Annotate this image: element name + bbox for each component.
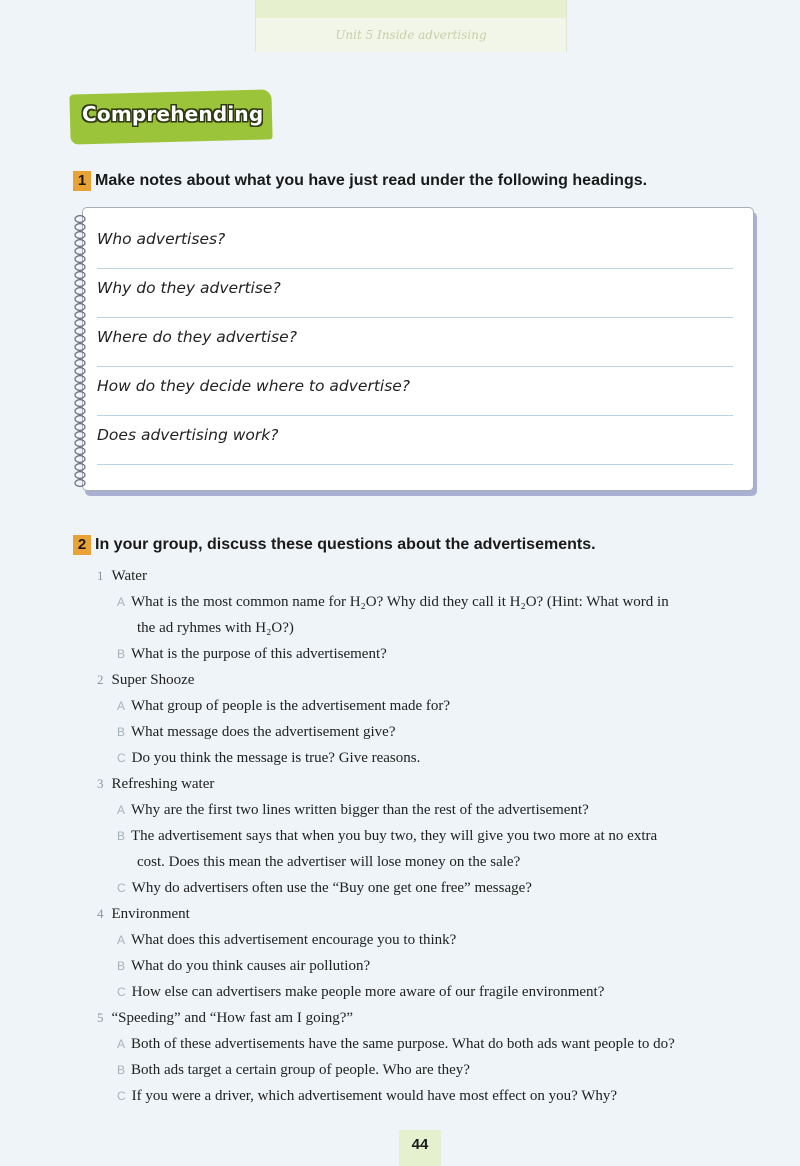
question-line [117,1036,675,1053]
question-line [117,1088,617,1105]
note-row[interactable] [97,426,733,474]
question-label: B [117,829,126,843]
question-line [117,932,456,949]
question-line [137,620,294,637]
question-label: C [117,751,126,765]
question-text: Why do advertisers often use the “Buy one get one free” message? [131,880,532,896]
spiral-coil [75,432,85,439]
spiral-coil [75,472,85,479]
spiral-coil [75,232,85,239]
question-label: B [117,959,126,973]
unit-title: Unit 5 Inside advertising [335,28,487,42]
spiral-coil [75,224,85,231]
group-number: 3 [97,776,104,791]
spiral-coil [75,464,85,471]
question-line [117,958,370,975]
question-group-title [97,568,147,585]
spiral-coil [75,376,85,383]
question-label: A [117,595,126,609]
page-number: 44 [399,1130,441,1166]
note-row[interactable] [97,230,733,278]
question-text: Both ads target a certain group of people. Who are they? [131,1062,470,1078]
question-text: The advertisement says that when you buy two, they will give you two more at no extra [131,828,658,844]
question-text: What do you think causes air pollution? [131,958,371,974]
note-writing-line [97,464,733,465]
question-line [117,828,657,845]
question-line [137,854,520,871]
group-number: 1 [97,568,104,583]
spiral-coil [75,256,85,263]
question-text: What is the purpose of this advertisement? [131,646,387,662]
spiral-coil [75,456,85,463]
spiral-coil [75,480,85,487]
note-row[interactable] [97,328,733,376]
header-tab [255,0,567,52]
spiral-coil [75,328,85,335]
question-label: A [117,1037,126,1051]
question-line [117,646,387,663]
question-label: B [117,1063,126,1077]
question-line [117,880,532,897]
spiral-coil [75,448,85,455]
note-heading: How do they decide where to advertise? [97,377,411,395]
question-text: How else can advertisers make people more aware of our fragile environment? [131,984,605,1000]
question-text: Do you think the message is true? Give reasons. [131,750,421,766]
spiral-binding-icon [72,215,90,490]
note-heading: Who advertises? [97,230,226,248]
note-writing-line [97,366,733,367]
spiral-coil [75,320,85,327]
spiral-coil [75,360,85,367]
question-line [117,594,669,611]
note-writing-line [97,415,733,416]
spiral-coil [75,248,85,255]
task1-heading [73,171,647,191]
spiral-coil [75,344,85,351]
question-group-title [97,906,190,923]
group-number: 4 [97,906,104,921]
question-label: C [117,985,126,999]
group-title: Refreshing water [111,776,215,792]
question-line [117,984,604,1001]
spiral-coil [75,400,85,407]
question-text: What is the most common name for H₂O? Why did they call it H₂O? (Hint: What word in [131,594,669,610]
task1-instruction: Make notes about what you have just read under the following headings. [95,172,648,189]
spiral-coil [75,352,85,359]
question-group-title [97,672,194,689]
question-group-title [97,776,214,793]
spiral-coil [75,336,85,343]
task2-number: 2 [73,535,91,555]
note-heading: Does advertising work? [97,426,279,444]
question-text: cost. Does this mean the advertiser will lose money on the sale? [137,854,521,870]
spiral-coil [75,424,85,431]
task2-instruction: In your group, discuss these questions about the advertisements. [95,536,596,553]
question-line [117,750,420,767]
section-title: Comprehending [82,102,264,126]
question-text: What does this advertisement encourage you to think? [131,932,457,948]
question-line [117,698,450,715]
task2-heading [73,535,596,555]
group-number: 2 [97,672,104,687]
spiral-coil [75,384,85,391]
question-line [117,802,589,819]
question-label: A [117,699,126,713]
spiral-coil [75,240,85,247]
question-line [117,1062,470,1079]
question-text: What group of people is the advertisement made for? [131,698,451,714]
question-label: C [117,881,126,895]
group-title: Super Shooze [111,672,195,688]
header-band [256,0,566,18]
spiral-coil [75,392,85,399]
spiral-coil [75,264,85,271]
question-text: Why are the first two lines written bigger than the rest of the advertisement? [131,802,589,818]
question-text: What message does the advertisement give? [131,724,396,740]
question-text: the ad ryhmes with H₂O?) [137,620,294,636]
note-heading: Why do they advertise? [97,279,281,297]
question-label: A [117,803,126,817]
spiral-coil [75,280,85,287]
note-row[interactable] [97,377,733,425]
spiral-coil [75,416,85,423]
note-writing-line [97,268,733,269]
question-label: A [117,933,126,947]
question-text: If you were a driver, which advertisement would have most effect on you? Why? [131,1088,618,1104]
note-heading: Where do they advertise? [97,328,297,346]
question-label: B [117,725,126,739]
spiral-coil [75,312,85,319]
question-label: B [117,647,126,661]
spiral-coil [75,272,85,279]
spiral-coil [75,304,85,311]
spiral-coil [75,408,85,415]
task1-number: 1 [73,171,91,191]
note-writing-line [97,317,733,318]
note-row[interactable] [97,279,733,327]
group-title: Water [111,568,147,584]
group-title: “Speeding” and “How fast am I going?” [111,1010,354,1026]
spiral-coil [75,216,85,223]
question-label: C [117,1089,126,1103]
question-group-title [97,1010,353,1027]
question-line [117,724,396,741]
group-number: 5 [97,1010,104,1025]
question-text: Both of these advertisements have the same purpose. What do both ads want people to do? [131,1036,675,1052]
spiral-coil [75,296,85,303]
spiral-coil [75,368,85,375]
spiral-coil [75,440,85,447]
group-title: Environment [111,906,190,922]
spiral-coil [75,288,85,295]
